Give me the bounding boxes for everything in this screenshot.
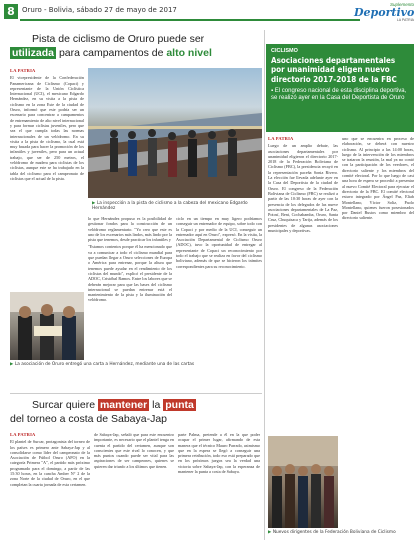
sidebar-subtitle: ▪ El congreso nacional de esta disciplina deportiva, se realizó ayer en la Casa del Deportista de Oruro bbox=[271, 88, 407, 102]
headline-line-2 bbox=[10, 46, 258, 60]
page-number: 8 bbox=[4, 4, 18, 19]
sidebar-source: LA PATRIA bbox=[268, 136, 294, 141]
article1-col3-text: ciclo en un tiempo en muy ligero podríamos conseguir un entrenador de equipo, sobre todo con la Copaci y por medio de la UCI, conseguir un entrenador aquí en Oruro", expresó. En la visita, la Asociación Departamental de Ciclismo Oruro (ADOC), tuvo la oportunidad de entregar al representante de Copaci un reconocimiento por todo el trabajo que se realiza en favor del ciclismo boliviano, además de que se hicieron los trámites correspondientes para su reconocimiento. bbox=[176, 216, 262, 269]
sidebar-col2-text: uno que se encuentra en proceso de elaboración, se deberá con nuestro ciclismo. Al principio a las 14:00 horas, luego de la intervención de los miembros se trataron la reunión, la mal ya no contó con la participación de los veedores, el directorio saliente y los miembros del comité electoral. Por lo que luego de casi una hora de espera se procedió a presentar al nuevo Comité Electoral para ejecutar el directorio de la FBC. El comité electoral estuvo integrado por Ángel Paz, Eliab Montellano, Víctor Soliz, Paolo Montellano, quienes fueron posesionados por Daniel Bustos como miembro del directorio saliente. bbox=[342, 136, 414, 221]
article2-headline-line-1: Surcar quiere mantener la punta bbox=[32, 399, 194, 411]
sidebar-col1-text: Luego de un amplio debate, las asociaciones departamentales por unanimidad eligieron el directorio 2017-2018 de la Federación Boliviana de Ciclismo (FBC), la presidencia recayó en la representación paceña Sonia Rivero. La elección fue llevada adelante ayer en la Casa del Deportista de la ciudad de Oruro. El congreso de la Federación Boliviana de Ciclismo (FBC) se realizó a partir de las 10:30 horas de ayer con la presencia de los delegados de las nueve asociaciones departamentales de La Paz, Potosí, Beni, Cochabamba, Oruro, Santa Cruz, Chuquisaca y Tarija, además de los presidentes de algunas asociaciones municipales y deportivas. bbox=[268, 143, 338, 234]
supplement-small-label: Suplemento bbox=[389, 2, 414, 7]
headline-highlight-alto-nivel: alto nivel bbox=[166, 47, 212, 59]
article1-col2b-text: "Estamos contentos porque él ha mencionado que va a comunicar a todo el ciclismo mundial para que puedan llegar a Oruro selecciones de Europa o América para entrenar, porque la altura que tenemos puede ayudar en el rendimiento de los ciclistas del mundo", explicó el presidente de la ADOC, Cristóbal Ramos. Entre los labores que se deberán mejorar para que las bases del ciclismo internacional se puedan entrenar está el mantenimiento de la pista y la iluminación del velódromo. bbox=[88, 244, 172, 303]
article2-col3-text: parte Palma, pretende a él en la que poder ocupar el primer lugar, afirmando de esta manera que el técnico Mauro Parrado, asimismo que en la espera se llegó a conseguir una primera retribución, todo eso está preparado que en los próximos juegos sea la verdad una victoria sobre Sabaya-Jap, con la esperanza de mantener la punta a costa de Sabaya. bbox=[178, 432, 260, 475]
sidebar-column-1 bbox=[268, 136, 338, 432]
supplement-name: Deportivo bbox=[354, 6, 415, 19]
article1-headline bbox=[10, 32, 258, 60]
sidebar-photo-caption: ▶ Nuevos dirigentes de la Federación Boliviana de Ciclismo bbox=[268, 530, 396, 535]
directors-illustration bbox=[268, 436, 338, 528]
sidebar-subtitle-text: El congreso nacional de esta disciplina deportiva, se realizó ayer en la Casa del Deportista de Oruro bbox=[271, 88, 407, 102]
article2-col1-text: El plantel de Surcar, protagonista del torneo de los países es primero ante Sabaya-Jap y al consolidarse como líder del campeonato de la Asociación de Fútbol Oruro (AFO) en la categoría Primera "A", el partido más próximo programado para el domingo, a partir de las 15:30 horas, en la cancha Amber N° 2 de la zona Norte de la ciudad de Oruro, en el que completan la cuarta jornada de esta certamen. bbox=[10, 439, 90, 487]
sidebar-header-box bbox=[266, 44, 414, 132]
caption-bottom-text: La asociación de Oruro entregó una carta a Hernández, mediante una de las cartas bbox=[14, 362, 195, 367]
article2-headline-line-2: del torneo a costa de Sabaya-Jap bbox=[10, 413, 168, 425]
article1-col2a-text: lo que Hernández propuso es la posibilidad de gestionar fondos para la construcción de un velódromo reglamentario. "Yo creo que este es uno de los escenarios más lindos, más lindo por la pista que tenemos, desde practicar los infantiles y bbox=[88, 216, 172, 243]
page-header bbox=[0, 0, 420, 24]
supplement-sub: LA PATRIA bbox=[396, 18, 414, 22]
supplement-logo bbox=[354, 2, 414, 22]
sidebar-photo-caption-text: Nuevos dirigentes de la Federación Boliviana de Ciclismo bbox=[272, 530, 396, 535]
caption-bottom: ▶ La asociación de Oruro entregó una carta a Hernández, mediante una de las cartas bbox=[10, 362, 195, 367]
article2-column-2 bbox=[94, 432, 174, 540]
headline-highlight-punta: punta bbox=[165, 399, 194, 411]
article-divider bbox=[10, 393, 262, 394]
headline-highlight-utilizada: utilizada bbox=[12, 47, 55, 59]
caption-top: ▶ La inspección a la pista de ciclismo a la cabeza del mexicano Edgardo Hernández bbox=[92, 201, 248, 211]
article2-column-3 bbox=[178, 432, 260, 540]
header-rule bbox=[20, 19, 360, 21]
ceremony-illustration bbox=[10, 292, 84, 360]
article1-column-1 bbox=[10, 68, 84, 288]
sidebar-kicker: CICLISMO bbox=[271, 48, 298, 54]
date-line: Oruro - Bolivia, sábado 27 de mayo de 2017 bbox=[22, 6, 177, 14]
sidebar-column-2 bbox=[342, 136, 414, 466]
article2-col2-text: de Sabaya-Jap, señaló que para este encuentro importante, es necesario que el plantel tenga en cuenta el partido del certamen, aunque son conscientes que este rival lo conocen, y que más puntos cuando puede ser vital para las aspiraciones de ser campeones, quienes se quieren dar triunfo a los últimos que tienen. bbox=[94, 432, 174, 469]
sidebar-title: Asociaciones departamentales por unanimidad eligen nuevo directorio 2017-2018 de la FBC bbox=[271, 56, 397, 84]
photo-delivery-ceremony bbox=[10, 292, 84, 360]
article1-source: LA PATRIA bbox=[10, 68, 36, 73]
headline-line-1: Pista de ciclismo de Oruro puede ser bbox=[32, 33, 205, 45]
article1-col1-text: El vicepresidente de la Confederación Panamericana de Ciclismo (Copaci) y representante de la Unión Ciclística Internacional (UCI), el mexicano Edgardo Hernández, en su visita a la pista de ciclismo en la zona Este de la ciudad de Oruro, informó que este podría ser un escenario para concentrar a campamentos de entrenamiento de alto nivel internacional y para formar ciclistas juveniles, pero que sea el que cumpla todas las normas internacionales de un velódromo. En su visita a la pista de ciclismo, la cual está muy basada para hacer la promoción de los infantiles y juveniles, pero para un actual trabajo, que ser de 250 metros, el velódromo de madera para ciclistas de los ciclistas, aunque este se ha trabajado en la tabla del ciclismo para el campeonato de ciclistas que el actual de la pista. bbox=[10, 75, 84, 181]
caption-top-text: La inspección a la pista de ciclismo a la cabeza del mexicano Edgardo Hernández bbox=[92, 201, 248, 211]
headline-highlight-mantener: mantener bbox=[99, 399, 148, 411]
photo-track-inspection bbox=[88, 68, 262, 198]
article2-source: LA PATRIA bbox=[10, 432, 36, 437]
track-scene-illustration bbox=[88, 68, 262, 198]
column-divider bbox=[264, 30, 265, 540]
photo-new-directors bbox=[268, 436, 338, 528]
article2-column-1 bbox=[10, 432, 90, 540]
article2-headline bbox=[10, 398, 264, 426]
headline-middle: para campamentos de bbox=[58, 47, 164, 59]
